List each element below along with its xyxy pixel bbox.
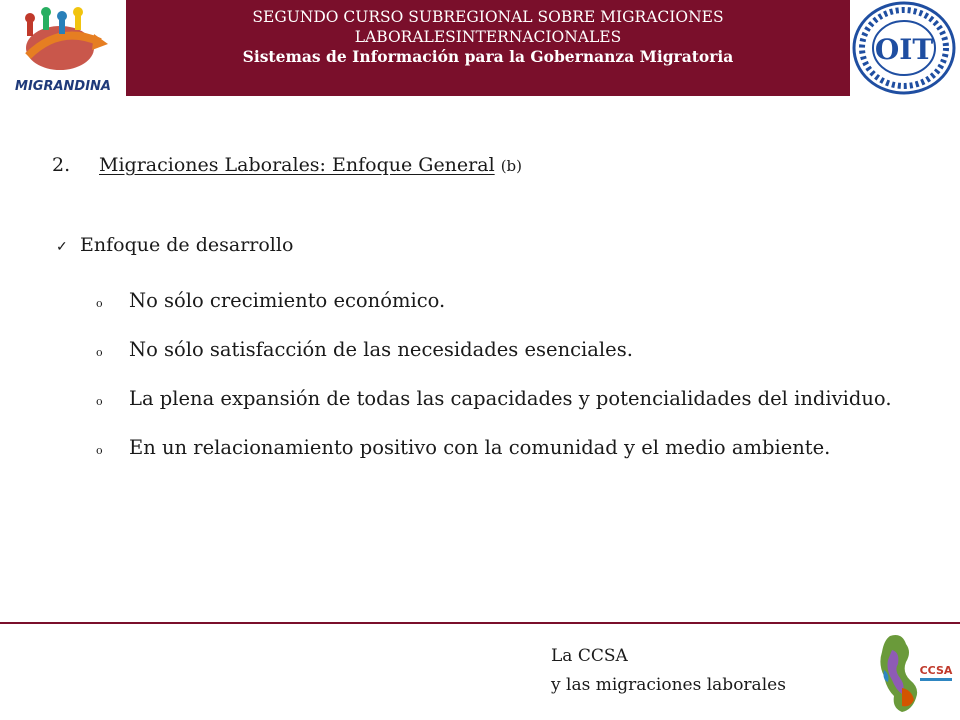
circle-bullet-icon: o xyxy=(96,297,103,310)
section-number: 2. xyxy=(52,154,71,176)
circle-bullet-icon: o xyxy=(96,346,103,359)
svg-text:OIT: OIT xyxy=(874,33,934,66)
list-item xyxy=(96,328,902,372)
list-item-text: No sólo satisfacción de las necesidades esenciales. xyxy=(129,338,633,361)
svg-text:CCSA: CCSA xyxy=(919,664,953,677)
migrandina-logo xyxy=(8,4,118,96)
header-banner xyxy=(126,0,850,96)
circle-bullet-icon: o xyxy=(96,444,103,457)
header-subtitle: Sistemas de Información para la Gobernanza Migratoria xyxy=(242,47,734,66)
ccsa-map-logo xyxy=(872,630,956,716)
circle-bullet-icon: o xyxy=(96,395,103,408)
section-heading xyxy=(52,150,522,181)
check-item-label: Enfoque de desarrollo xyxy=(80,234,294,256)
header-title-line1: SEGUNDO CURSO SUBREGIONAL SOBRE MIGRACIONES xyxy=(252,8,724,26)
footer-caption xyxy=(551,642,786,700)
footer-line2: y las migraciones laborales xyxy=(551,675,786,695)
list-item xyxy=(96,377,902,421)
list-item xyxy=(96,279,902,323)
footer-divider xyxy=(0,622,960,624)
footer-line1: La CCSA xyxy=(551,646,628,666)
ccsa-map-graphic xyxy=(872,630,956,716)
svg-text:MIGRANDINA: MIGRANDINA xyxy=(15,79,111,94)
list-item xyxy=(96,426,902,470)
list-item-text: La plena expansión de todas las capacidades y potencialidades del individuo. xyxy=(129,387,892,410)
section-title: Migraciones Laborales: Enfoque General xyxy=(99,154,495,176)
list-item-text: No sólo crecimiento económico. xyxy=(129,289,446,312)
checkmark-icon: ✓ xyxy=(56,239,68,255)
list-item-text: En un relacionamiento positivo con la comunidad y el medio ambiente. xyxy=(129,436,831,459)
oit-logo-graphic xyxy=(851,1,957,96)
sub-item-list xyxy=(96,279,902,475)
check-item xyxy=(56,230,293,262)
section-tag: (b) xyxy=(500,157,523,175)
oit-logo xyxy=(851,1,957,96)
header-title-line2: LABORALESINTERNACIONALES xyxy=(354,28,622,46)
migrandina-logo-graphic xyxy=(8,4,118,96)
